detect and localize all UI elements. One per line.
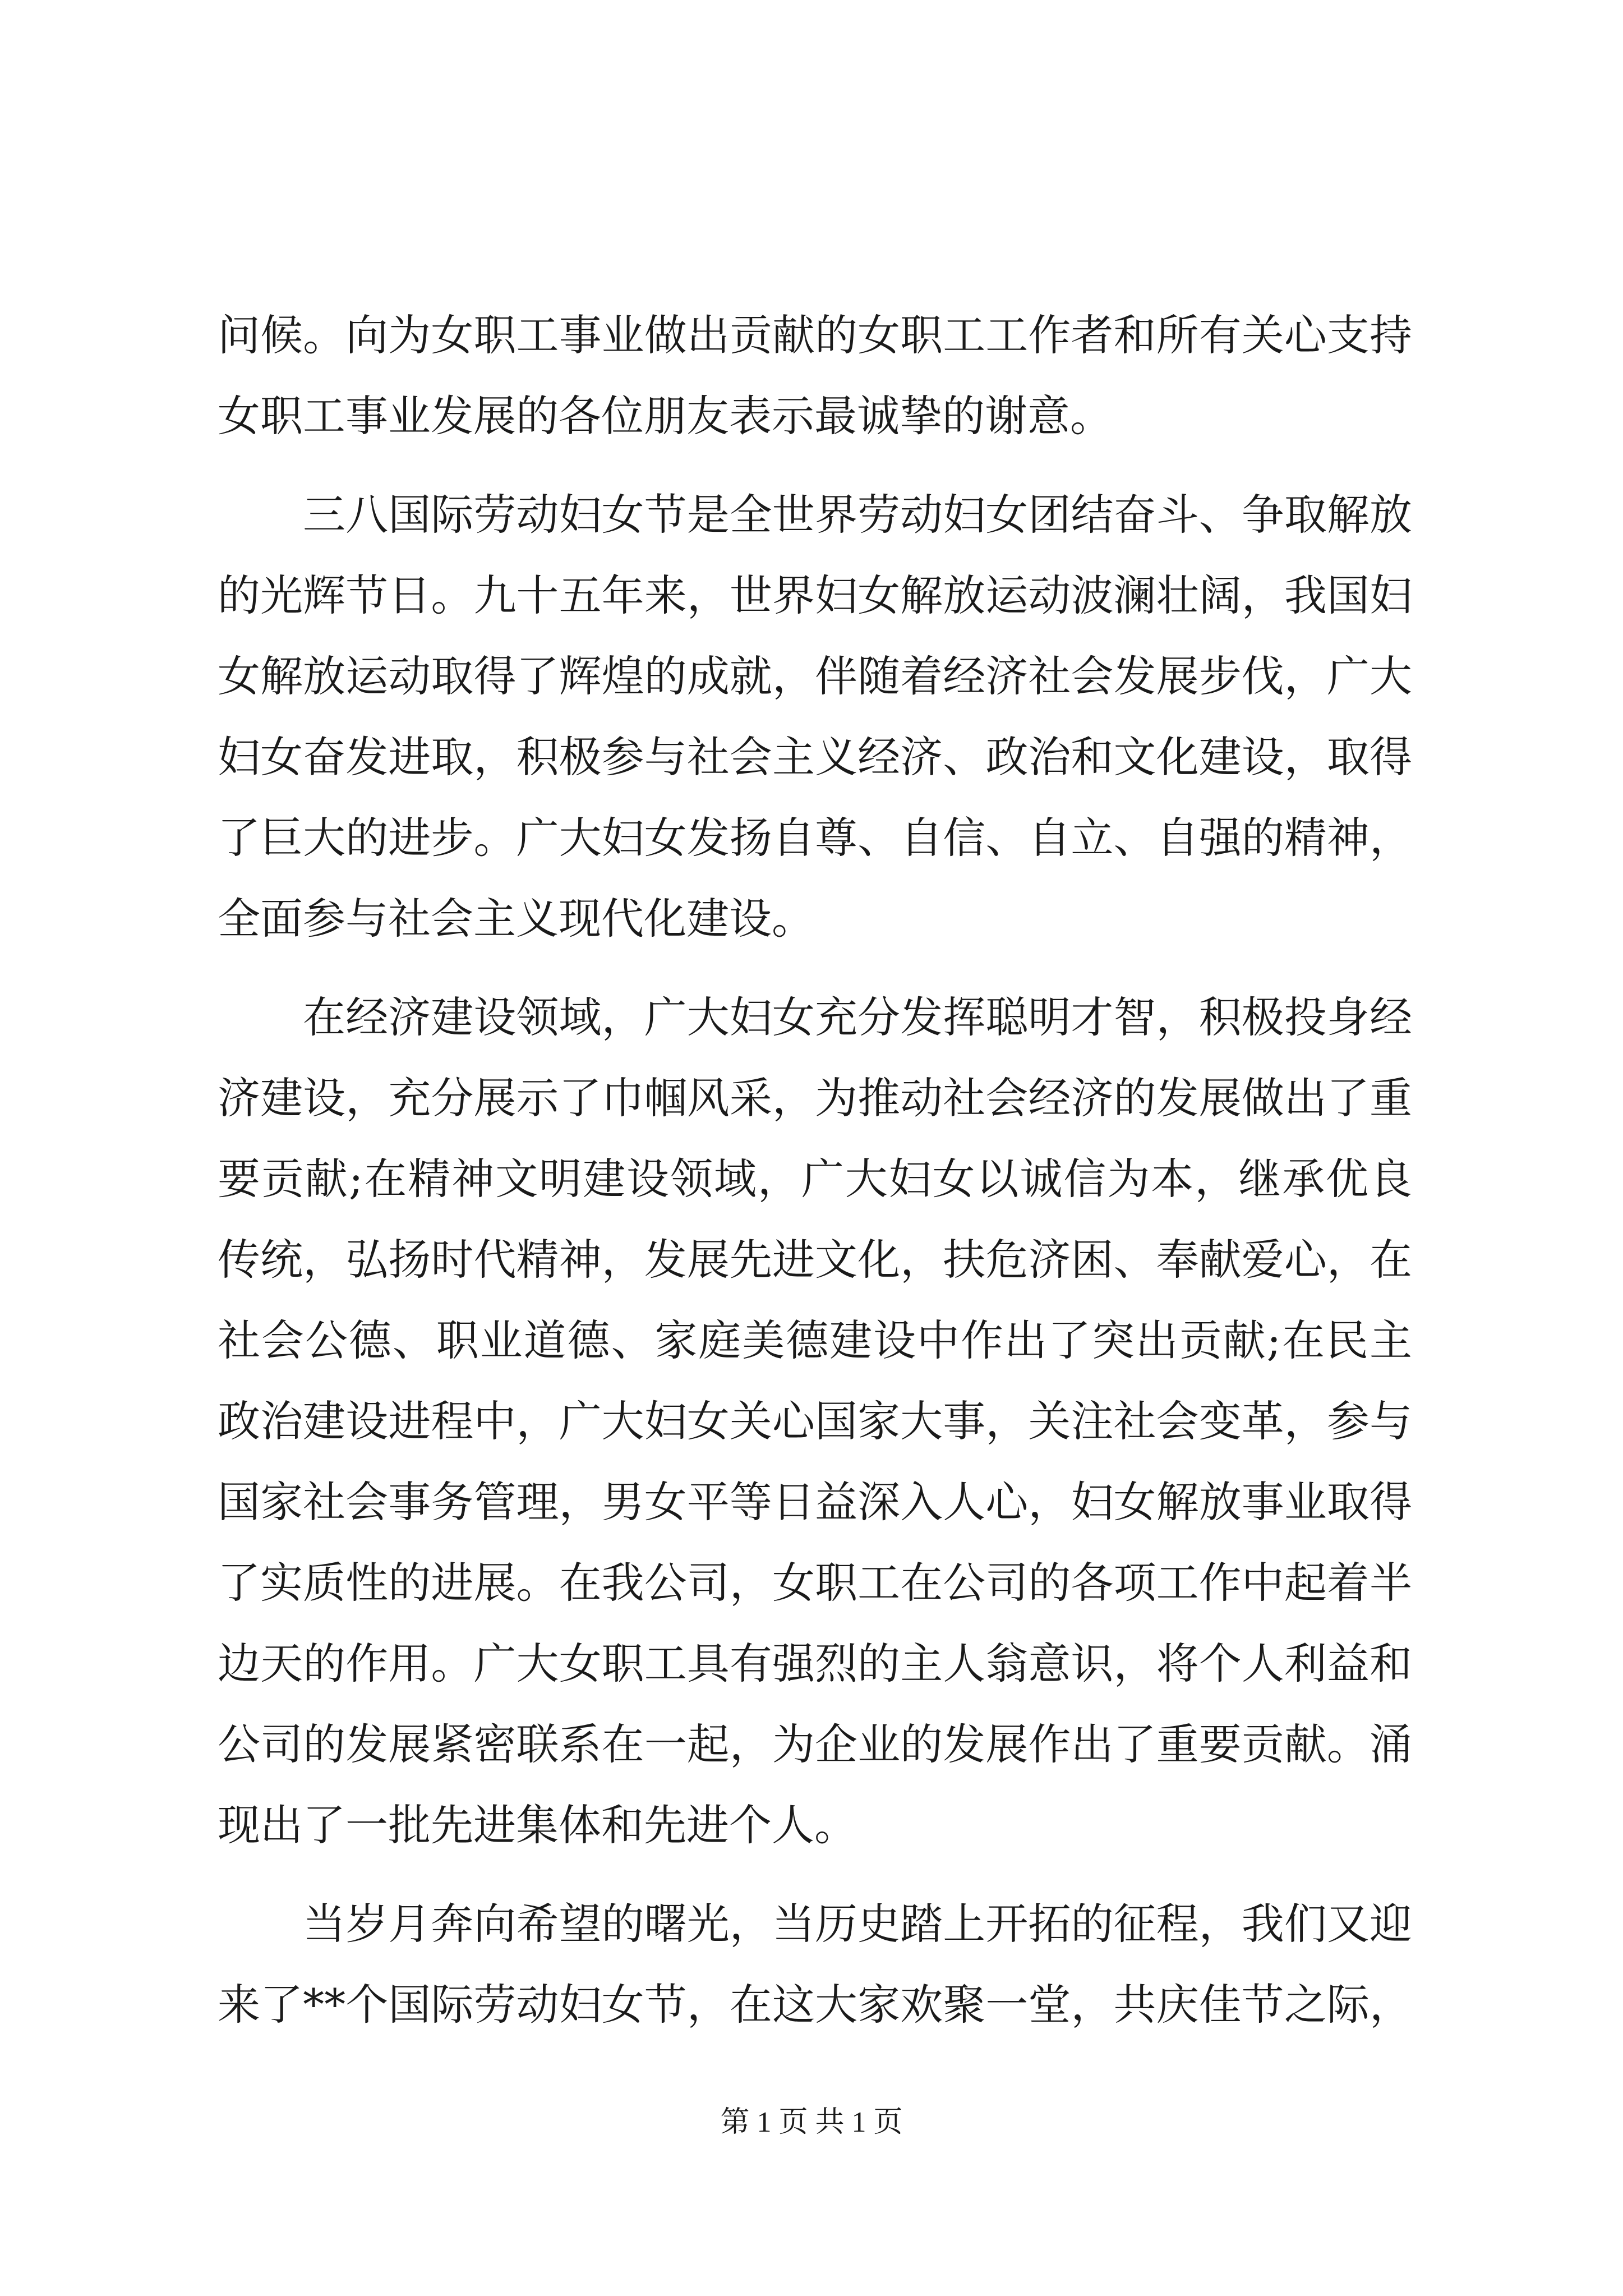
paragraph [218, 1884, 1412, 2045]
paragraph [218, 475, 1412, 959]
text-line: 政治建设进程中，广大妇女关心国家大事，关注社会变革，参与 [218, 1396, 1412, 1446]
paragraph-gap [218, 959, 1412, 977]
text-line: 了实质性的进展。在我公司，女职工在公司的各项工作中起着半 [218, 1558, 1412, 1608]
text-line: 要贡献;在精神文明建设领域，广大妇女以诚信为本，继承优良 [218, 1154, 1412, 1204]
text-line: 问候。向为女职工事业做出贡献的女职工工作者和所有关心支持 [218, 310, 1412, 360]
paragraph-gap [218, 457, 1412, 475]
page-footer: 第 1 页 共 1 页 [720, 2106, 903, 2138]
paragraph [218, 295, 1412, 457]
text-line: 在经济建设领域，广大妇女充分发挥聪明才智，积极投身经 [303, 992, 1412, 1042]
text-line: 济建设，充分展示了巾帼风采，为推动社会经济的发展做出了重 [218, 1073, 1412, 1123]
text-line: 全面参与社会主义现代化建设。 [218, 894, 814, 944]
text-line: 三八国际劳动妇女节是全世界劳动妇女团结奋斗、争取解放 [303, 490, 1412, 540]
text-line: 当岁月奔向希望的曙光，当历史踏上开拓的征程，我们又迎 [303, 1899, 1412, 1949]
text-line: 妇女奋发进取，积极参与社会主义经济、政治和文化建设，取得 [218, 732, 1412, 782]
text-line: 来了**个国际劳动妇女节，在这大家欢聚一堂，共庆佳节之际， [218, 1980, 1412, 2030]
text-line: 女职工事业发展的各位朋友表示最诚挚的谢意。 [218, 391, 1113, 441]
text-line: 社会公德、职业道德、家庭美德建设中作出了突出贡献;在民主 [218, 1315, 1412, 1365]
text-line: 国家社会事务管理，男女平等日益深入人心，妇女解放事业取得 [218, 1477, 1412, 1527]
document-body [218, 295, 1412, 2045]
text-line: 现出了一批先进集体和先进个人。 [218, 1800, 857, 1850]
text-line: 女解放运动取得了辉煌的成就，伴随着经济社会发展步伐，广大 [218, 651, 1412, 701]
text-line: 了巨大的进步。广大妇女发扬自尊、自信、自立、自强的精神， [218, 813, 1412, 863]
paragraph [218, 977, 1412, 1866]
text-line: 公司的发展紧密联系在一起，为企业的发展作出了重要贡献。涌 [218, 1719, 1412, 1769]
text-line: 边天的作用。广大女职工具有强烈的主人翁意识，将个人利益和 [218, 1639, 1412, 1688]
text-line: 传统，弘扬时代精神，发展先进文化，扶危济困、奉献爱心，在 [218, 1235, 1412, 1285]
text-line: 的光辉节日。九十五年来，世界妇女解放运动波澜壮阔，我国妇 [218, 570, 1412, 620]
paragraph-gap [218, 1866, 1412, 1884]
